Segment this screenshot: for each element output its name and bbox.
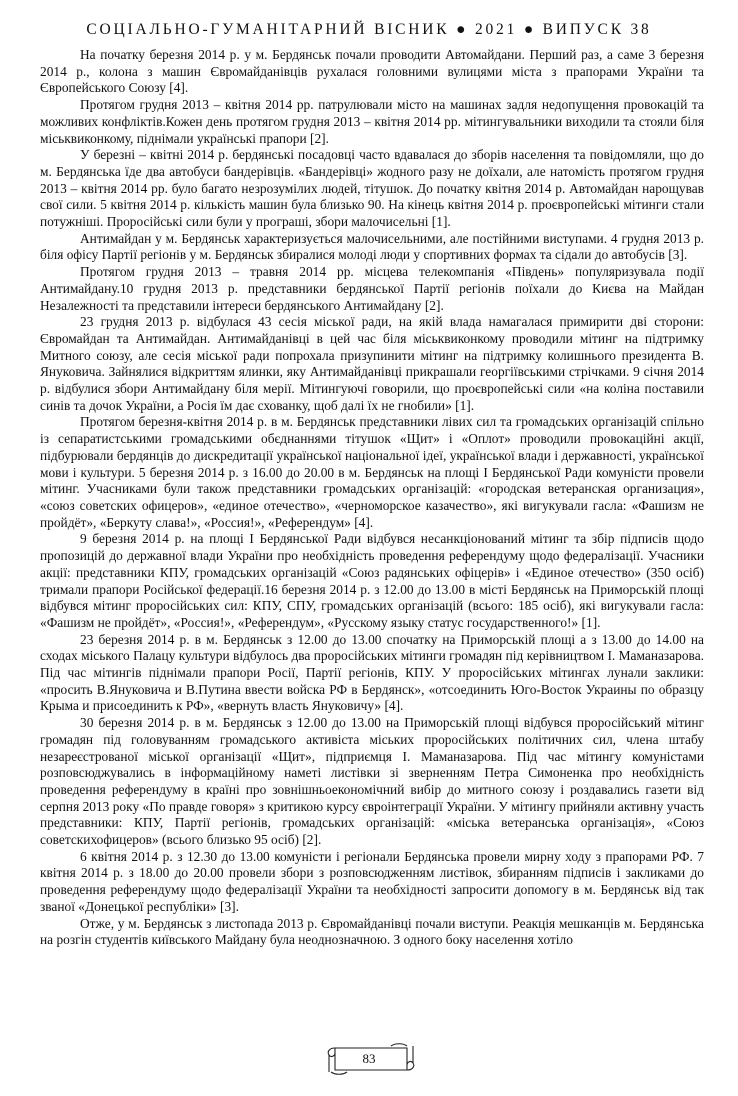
- paragraph-8: 9 березня 2014 р. на площі І Бердянської Ради відбувся несанкціонований мітинг та збір підписів щодо пропозицій до державної влади України про необхідність проведення референдуму щодо федералізації. Учасники акції: представники КПУ, громадських організацій «Союз радянських офіцерів» і «Единое отечество» (350 осіб) тримали прапори Російської федерації.16 березня 2014 р. з 12.00 до 13.00 в місті Бердянськ на Приморській площі відбувся мітинг проросійських сил: КПУ, СПУ, громадських організацій (всього: 185 осіб), які вигукували гасла: «Фашизм не пройдёт», «Россия!», «Референдум», «Русскому языку статус государственного!» [1].: [40, 531, 704, 630]
- paragraph-4: Антимайдан у м. Бердянськ характеризується малочисельними, але постійними виступами. 4 грудня 2013 р. біля офісу Партії регіонів у м. Бердянськ збиралися молоді люди у спортивних формах та сідали до автобусів [3].: [40, 230, 704, 263]
- page-number: 83: [362, 1051, 376, 1066]
- paragraph-6: 23 грудня 2013 р. відбулася 43 сесія міської ради, на якій влада намагалася примирити дві сторони: Євромайдан та Антимайдан. Антимайданівці в цей час біля мiськвиконкому проводили мітинг на підтримку Митного союзу, але сесія міської ради попрохала призупинити мітинг на підтримку колишнього президента В. Януковича. Зайнялися відкриттям ялинки, яку Антимайданівці прикрашали георгіївськими стрічками. 9 січня 2014 р. відбулися збори Антимайдану біля мерії. Мітингуючі говорили, що проєвропейські сили «на коліна поставили синів та дочок України, а Росія їм дає схованку, щоб далі їх не гнобили» [1].: [40, 314, 704, 413]
- paragraph-3: У березні – квітні 2014 р. бердянські посадовці часто вдавалася до зборів населення та повідомляли, що до м. Бердянська їде два автобуси бандерівців. «Бандерівці» жодного разу не доїхали, але натомість протягом грудня 2013 – квітня 2014 рр. було багато незрозумілих людей, тітушок. До початку квітня 2014 р. Автомайдан нарощував свої сили. 5 квітня 2014 р. кількість машин була близько 90. На кінець квітня 2014 р. проєвропейські мітинги стали потужніші. Проросійські сили були у програші, збори малочисельні [1].: [40, 147, 704, 230]
- paragraph-5: Протягом грудня 2013 – травня 2014 рр. місцева телекомпанія «Південь» популяризувала події Антимайдану.10 грудня 2013 р. представники бердянської Партії регіонів поїхали до Києва на Майдан Незалежності та представили інтереси бердянського Антимайдану [2].: [40, 264, 704, 313]
- running-header: СОЦІАЛЬНО-ГУМАНІТАРНИЙ ВІСНИК ● 2021 ● ВИПУСК 38: [86, 21, 652, 38]
- paragraph-9: 23 березня 2014 р. в м. Бердянськ з 12.00 до 13.00 спочатку на Приморській площі а з 13.00 до 14.00 на сходах міського Палацу культури відбулось два проросійських мітинги громадян під керівництвом І. Маманазарова. Під час мітингів піднімали прапори Росії, Партії регіонів, КПУ. У проросійських мітингах лунали заклики: «просить В.Януковича и В.Путина ввести войска РФ в Бердянск», «отсоединить Юго-Восток Украины по образцу Крыма и присоединить к РФ», «вернуть власть Януковичу» [4].: [40, 631, 704, 714]
- page-number-scroll: [321, 1042, 417, 1078]
- paragraph-10: 30 березня 2014 р. в м. Бердянськ з 12.00 до 13.00 на Приморській площі відбувся проросійський мітинг громадян під головуванням громадського активіста міських проросійських політичних сил, члена штабу незареєстрованої міської організації «Щит», підприємця І. Маманазарова. Під час мітингу комуністами розповсюджувались в інформаційному наметі листівки зі зверненням Петра Симоненка про необхідність проведення референдуму в країні про зовнішньоекономічний вибір до митного союзу і роздавались газети від серпня 2013 року «По правде говоря» з критикою курсу євроінтеграції України. У мітингу прийняли активну участь представники: КПУ, Партії регіонів, громадських організацій: «міська ветеранська організація», «Союз советскихофицеров» (всього близько 95 осіб) [2].: [40, 715, 704, 848]
- paragraph-1: На початку березня 2014 р. у м. Бердянськ почали проводити Автомайдани. Перший раз, а саме 3 березня 2014 р., колона з машин Євромайданівців рухалася головними вулицями міста з прапорами України та Європейського Союзу [4].: [40, 47, 704, 96]
- paragraph-12: Отже, у м. Бердянськ з листопада 2013 р. Євромайданівці почали виступи. Реакція мешканців м. Бердянська на розгін студентів київського Майдану була неоднозначною. З одного боку населення хотіло: [40, 915, 704, 948]
- paragraph-7: Протягом березня-квітня 2014 р. в м. Бердянськ представники лівих сил та громадських організацій спільно із сепаратистськими громадськими обєднаннями тітушок «Щит» і «Оплот» проводили провокаційні акції, підбурювали бердянців до дискредитації української національної ідеї, української влади і державності, української мови і культури. 5 березня 2014 р. з 16.00 до 20.00 в м. Бердянськ на площі І Бердянської Ради комуністи провели мітинг. Учасниками були також представники громадських організацій: «городская ветеранская организация», «союз советских офицеров», «единое отечество», «черноморское казачество», які вигукували гасла: «Фашизм не пройдёт», «Беркуту слава!», «Россия!», «Референдум» [4].: [40, 414, 704, 530]
- paragraph-11: 6 квітня 2014 р. з 12.30 до 13.00 комуністи і регіонали Бердянська провели мирну ходу з прапорами РФ. 7 квітня 2014 р. з 18.00 до 20.00 провели збори з розповсюдженням листівок, збиранням підписів і закликами до проведення референдуму щодо федералізації України та необхідності запросити допомогу в м. Бердянськ від так званої «Донецької республіки» [3].: [40, 848, 704, 914]
- article-body: [40, 47, 704, 949]
- paragraph-2: Протягом грудня 2013 – квітня 2014 рр. патрулювали місто на машинах задля недопущення провокацій та можливих конфліктів.Кожен день протягом грудня 2013 – квітня 2014 рр. мітингувальники виходили та стояли біля мiськвиконкому, піднімали українські прапори [2].: [40, 97, 704, 146]
